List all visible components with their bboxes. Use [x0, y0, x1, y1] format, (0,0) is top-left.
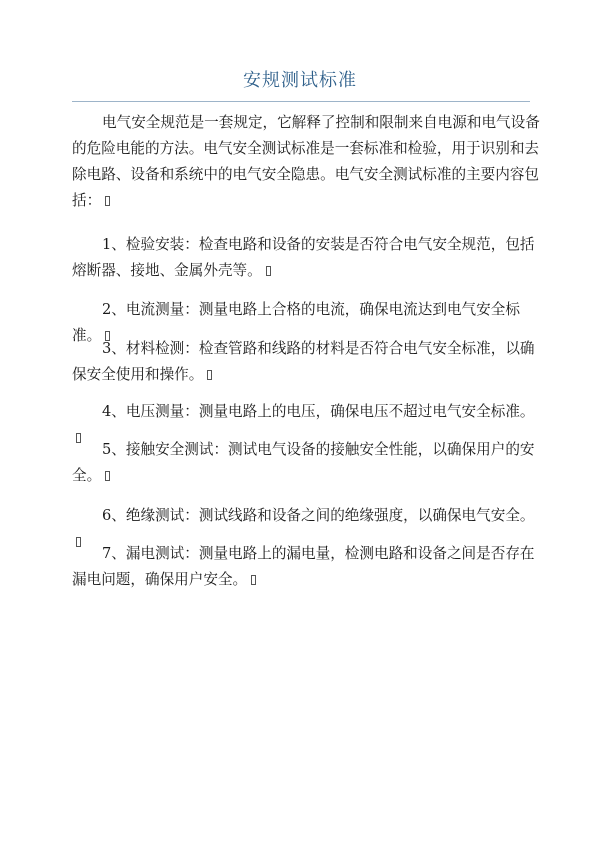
paragraph-mark-icon	[105, 196, 110, 206]
list-item	[72, 336, 542, 388]
paragraph-mark-icon	[105, 471, 110, 481]
list-item-text: 2、电流测量：测量电路上合格的电流，确保电流达到电气安全标准。	[72, 301, 520, 344]
page-title: 安规测试标准	[243, 70, 357, 91]
list-item	[72, 232, 542, 284]
paragraph-mark-icon	[207, 370, 212, 380]
list-item-text: 5、接触安全测试：测试电气设备的接触安全性能，以确保用户的安全。	[72, 441, 535, 484]
list-item	[72, 437, 542, 489]
paragraph-mark-icon	[266, 266, 271, 276]
title-divider	[72, 101, 530, 102]
list-item-text: 7、漏电测试：测量电路上的漏电量，检测电路和设备之间是否存在漏电问题，确保用户安全。	[72, 545, 535, 588]
list-item-text: 1、检验安装：检查电路和设备的安装是否符合电气安全规范，包括熔断器、接地、金属外壳等。	[72, 236, 535, 279]
list-item-text: 6、绝缘测试：测试线路和设备之间的绝缘强度，以确保电气安全。	[102, 507, 535, 524]
list-item-text: 3、材料检测：检查管路和线路的材料是否符合电气安全标准，以确保安全使用和操作。	[72, 340, 535, 383]
intro-paragraph	[72, 110, 542, 214]
intro-text: 电气安全规范是一套规定，它解释了控制和限制来自电源和电气设备的危险电能的方法。电气安全测试标准是一套标准和检验，用于识别和去除电路、设备和系统中的电气安全隐患。电气安全测试标准的主要内容包括：	[72, 114, 540, 209]
list-item-text: 4、电压测量：测量电路上的电压，确保电压不超过电气安全标准。	[102, 403, 535, 420]
paragraph-mark-icon	[251, 575, 256, 585]
list-item	[72, 541, 542, 593]
